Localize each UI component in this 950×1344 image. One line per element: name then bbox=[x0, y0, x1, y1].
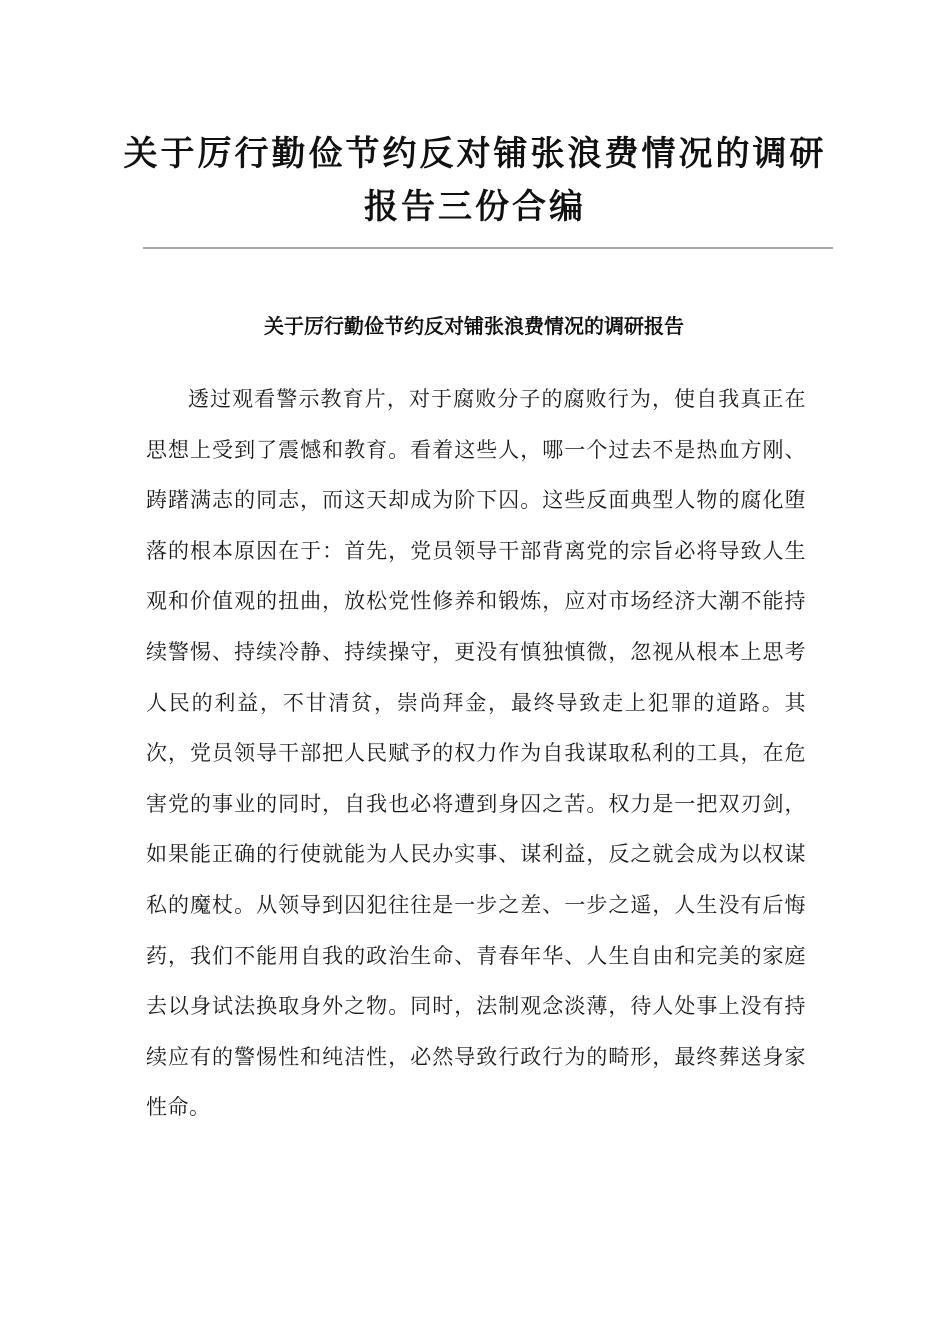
title-divider bbox=[143, 247, 833, 249]
document-title: 关于厉行勤俭节约反对铺张浪费情况的调研报告三份合编 bbox=[123, 134, 827, 227]
body-paragraph: 透过观看警示教育片，对于腐败分子的腐败行为，使自我真正在思想上受到了震憾和教育。看着这些人，哪一个过去不是热血方刚、踌躇满志的同志，而这天却成为阶下囚。这些反面典型人物的腐化堕落的根本原因在于：首先，党员领导干部背离党的宗旨必将导致人生观和价值观的扭曲，放松党性修养和锻炼，应对市场经济大潮不能持续警惕、持续冷静、持续操守，更没有慎独慎微，忽视从根本上思考人民的利益，不甘清贫，崇尚拜金，最终导致走上犯罪的道路。其次，党员领导干部把人民赋予的权力作为自我谋取私利的工具，在危害党的事业的同时，自我也必将遭到身囚之苦。权力是一把双刃剑，如果能正确的行使就能为人民办实事、谋利益，反之就会成为以权谋私的魔杖。从领导到囚犯往往是一步之差、一步之遥，人生没有后悔药，我们不能用自我的政治生命、青春年华、人生自由和完美的家庭去以身试法换取身外之物。同时，法制观念淡薄，待人处事上没有持续应有的警惕性和纯洁性，必然导致行政行为的畸形，最终葬送身家性命。 bbox=[146, 387, 806, 1120]
section-heading: 关于厉行勤俭节约反对铺张浪费情况的调研报告 bbox=[264, 314, 684, 338]
